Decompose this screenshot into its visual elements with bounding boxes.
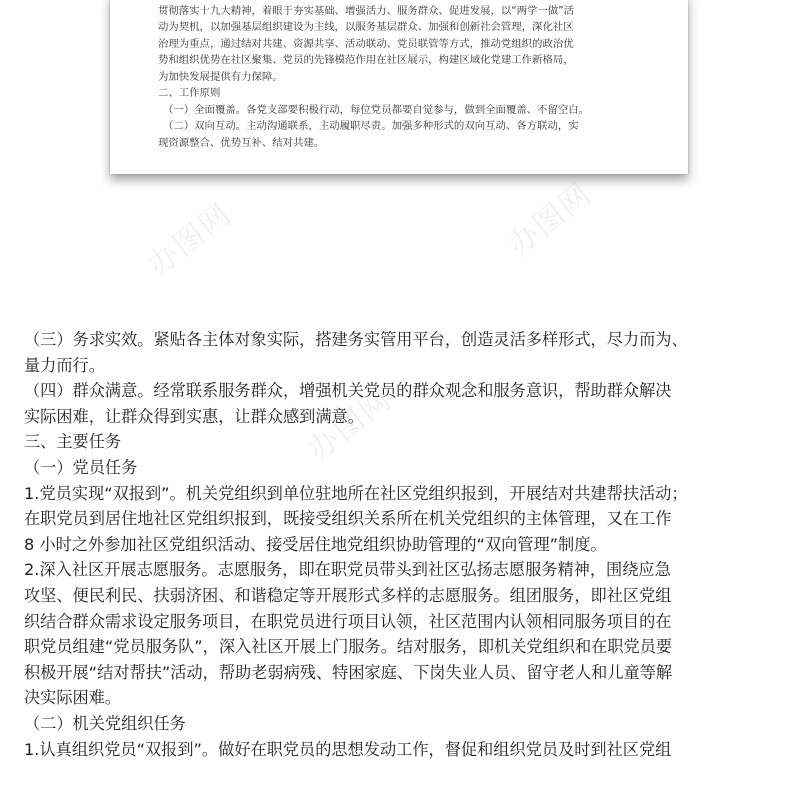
- card-heading: 二、工作原则: [158, 87, 221, 99]
- watermark: 办图网: [501, 176, 599, 264]
- body-line: 1.党员实现“双报到”。机关党组织到单位驻地所在社区党组织报到，开展结对共建帮扶活动；: [24, 483, 688, 503]
- subsection-heading: （二）机关党组织任务: [24, 713, 186, 733]
- body-line: （三）务求实效。紧贴各主体对象实际，搭建务实管用平台，创造灵活多样形式，尽力而为、: [24, 330, 688, 349]
- card-line: （一）全面覆盖。各党支部要积极行动，每位党员都要自觉参与，做到全面覆盖、不留空白。: [163, 103, 590, 116]
- body-line: 1.认真组织党员“双报到”。做好在职党员的思想发动工作，督促和组织党员及时到社区党组: [24, 739, 672, 759]
- document-body: [24, 327, 784, 762]
- subsection-heading: （一）党员任务: [24, 457, 138, 477]
- card-line: 势和组织优势在社区聚集、党员的先锋模范作用在社区展示，构建区域化党建工作新格局，: [158, 54, 574, 66]
- document-preview-card: [110, 0, 688, 174]
- card-line: （二）双向互动。主动沟通联系，主动履职尽责。加强多种形式的双向互动、各方联动，实: [163, 120, 579, 132]
- body-line: 实际困难，让群众得到实惠，让群众感到满意。: [24, 406, 364, 426]
- body-line: 2.深入社区开展志愿服务。志愿服务，即在职党员带头到社区弘扬志愿服务精神，围绕应急: [24, 560, 671, 580]
- watermark: 办图网: [141, 196, 239, 284]
- watermark: 办图网: [301, 381, 399, 469]
- body-line: 攻坚、便民利民、扶弱济困、和谐稳定等开展形式多样的志愿服务。组团服务，即社区党组: [24, 585, 672, 605]
- body-line: 8 小时之外参加社区党组织活动、接受居住地党组织协助管理的“双向管理”制度。: [24, 534, 607, 554]
- card-line: 治理为重点，通过结对共建、资源共享、活动联动、党员联管等方式，推动党组织的政治优: [158, 37, 574, 50]
- card-line: 动为契机，以加强基层组织建设为主线，以服务基层群众、加强和创新社会管理，深化社区: [158, 21, 574, 33]
- body-line: （四）群众满意。经常联系服务群众，增强机关党员的群众观念和服务意识，帮助群众解决: [24, 381, 672, 401]
- body-line: 量力而行。: [24, 355, 105, 375]
- card-line: 贯彻落实十九大精神，着眼于夯实基础、增强活力、服务群众、促进发展，以“两学一做”活: [158, 4, 574, 17]
- body-line: 在职党员到居住地社区党组织报到，既接受组织关系所在机关党组织的主体管理，又在工作: [24, 509, 672, 529]
- card-line: 为加快发展提供有力保障。: [158, 70, 283, 83]
- card-line: 现资源整合、优势互补、结对共建。: [158, 136, 325, 149]
- body-line: 积极开展“结对帮扶”活动，帮助老弱病残、特困家庭、下岗失业人员、留守老人和儿童等解: [24, 662, 673, 682]
- body-line: 职党员组建“党员服务队”，深入社区开展上门服务。结对服务，即机关党组织和在职党员要: [24, 637, 673, 657]
- body-line: 织结合群众需求设定服务项目，在职党员进行项目认领，社区范围内认领相同服务项目的在: [24, 611, 672, 631]
- body-line: 决实际困难。: [24, 688, 122, 708]
- section-heading: 三、主要任务: [24, 432, 122, 452]
